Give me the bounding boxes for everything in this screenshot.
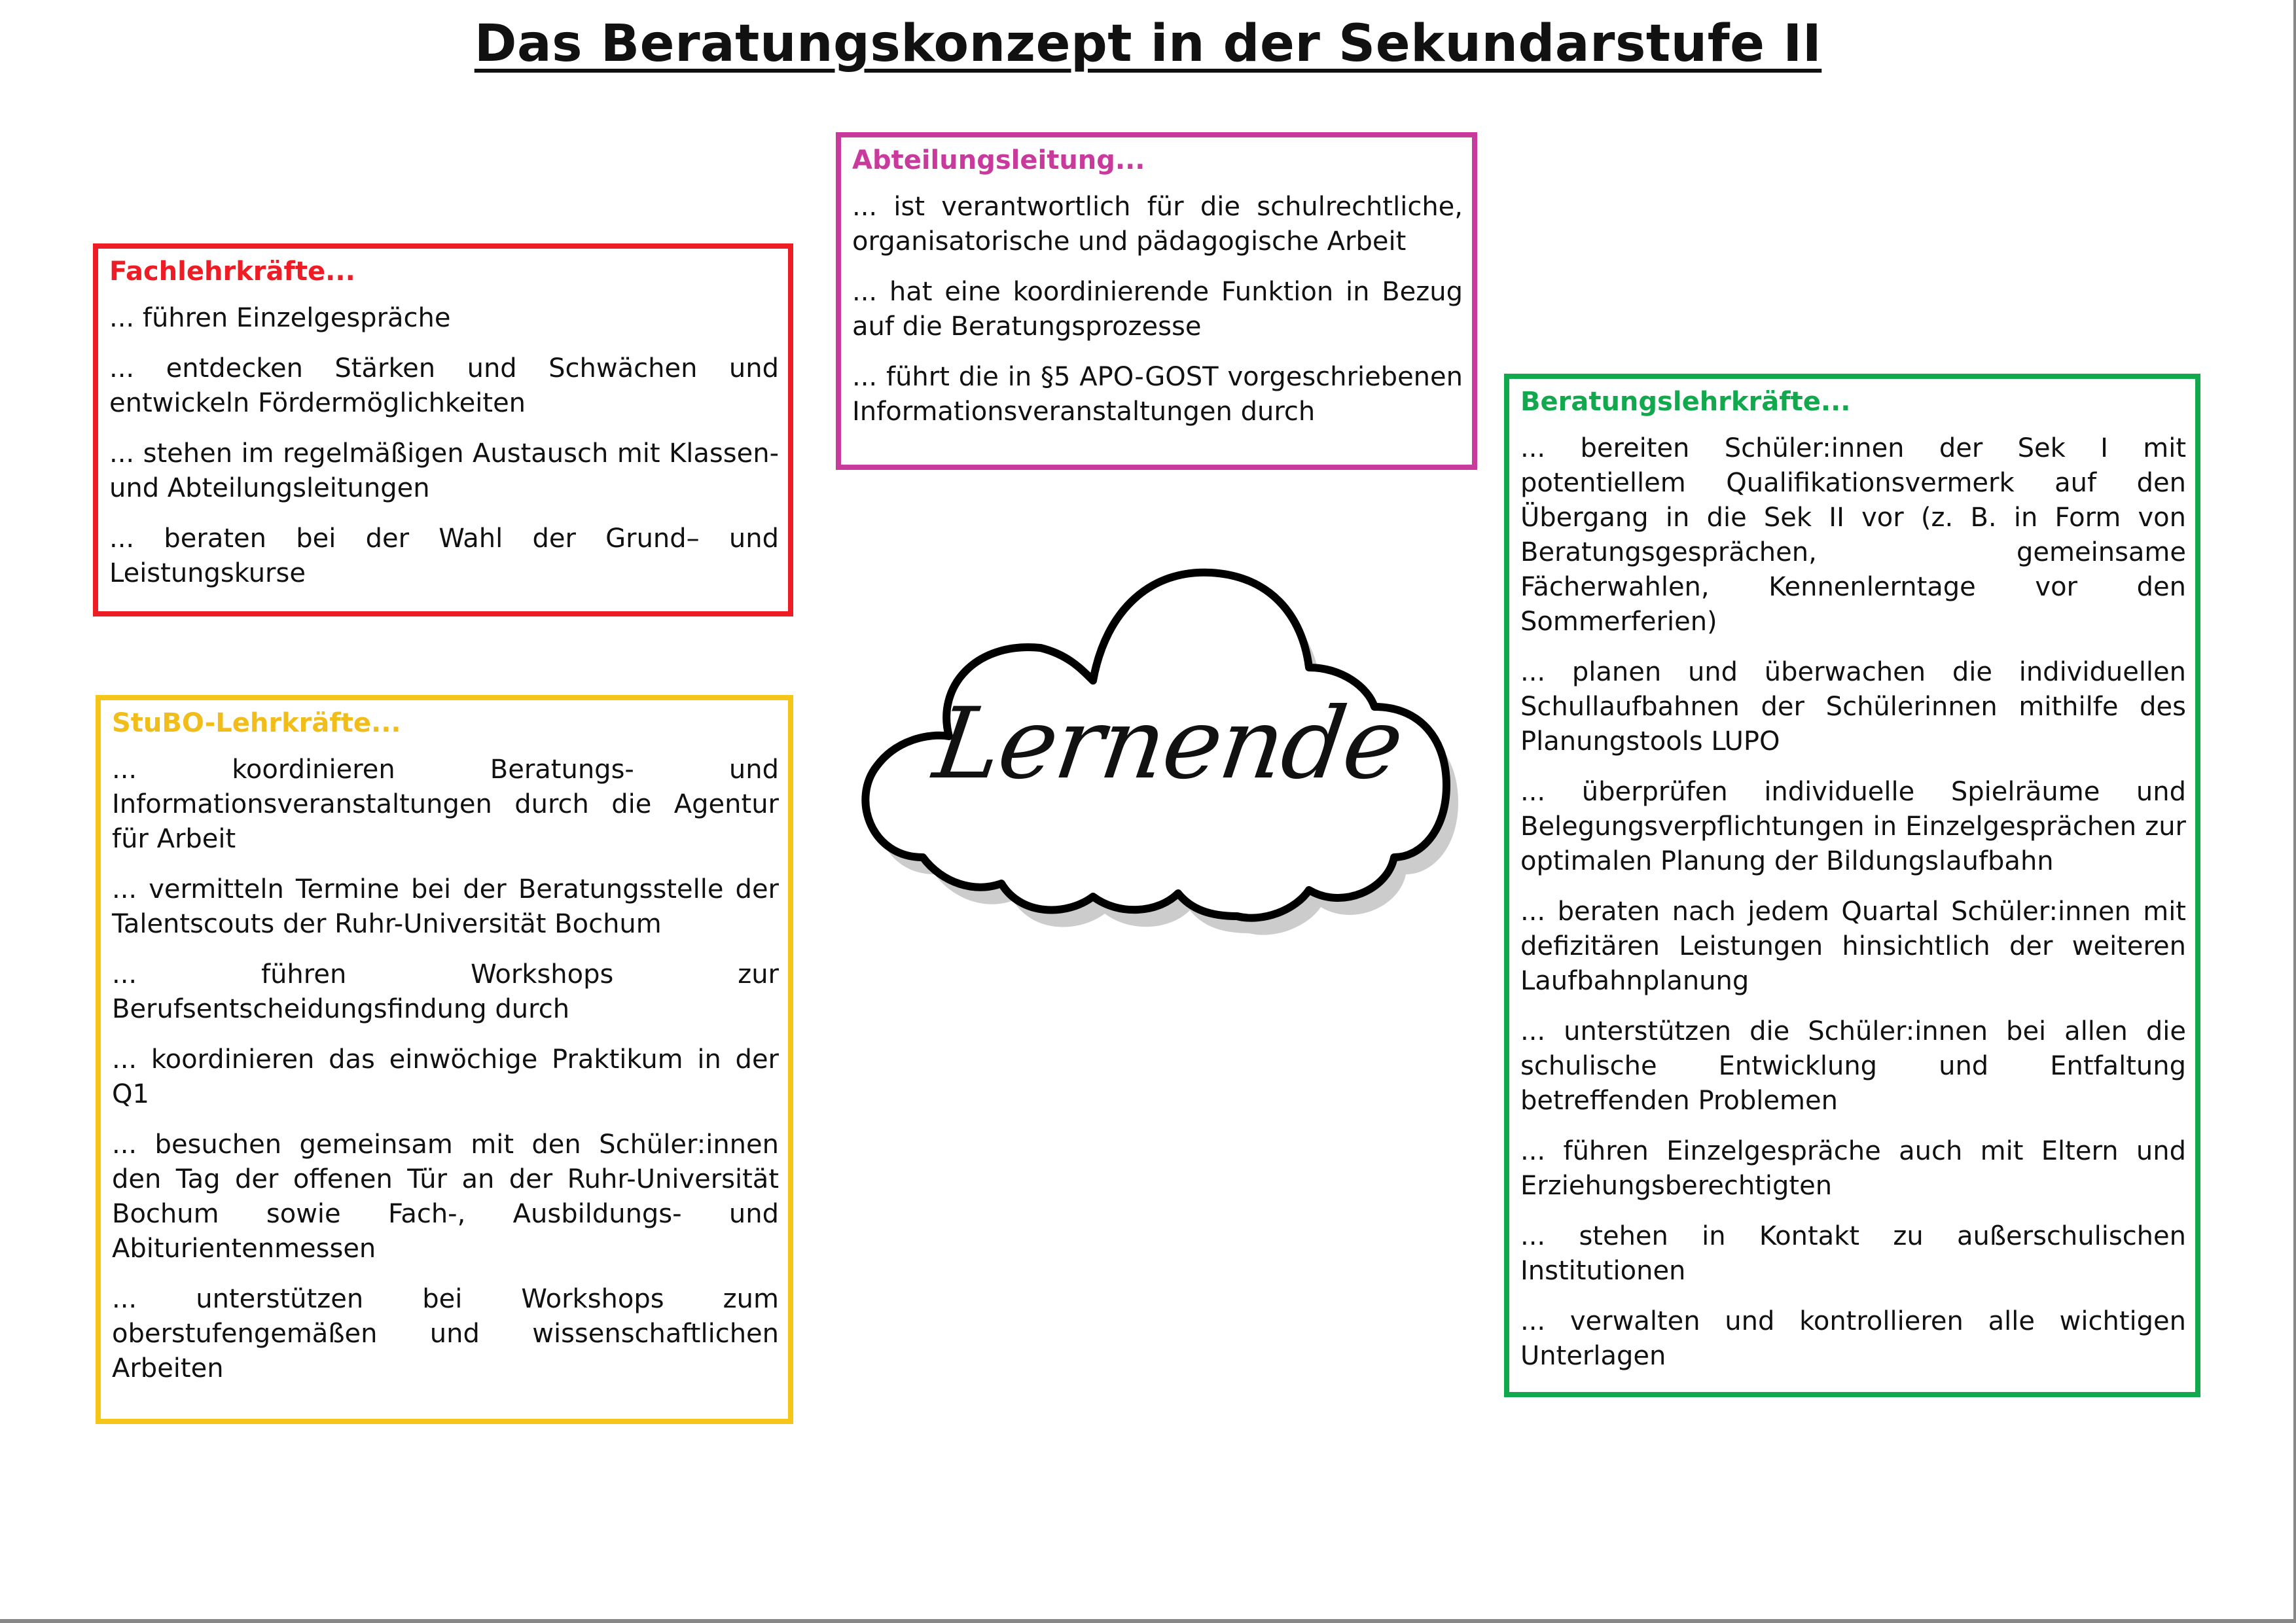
cloud-label: Lernende: [927, 687, 1409, 801]
list-item: ... entdecken Stärken und Schwächen und entwickeln Fördermöglichkeiten: [109, 353, 779, 418]
fachlehrkraefte-box: [93, 243, 793, 616]
stubo-box: [96, 695, 793, 1424]
beratungslehrkraefte-list: [1520, 431, 2186, 1374]
list-item: ... stehen im regelmäßigen Austausch mit Klassen- und Abteilungsleitungen: [109, 438, 779, 503]
list-item: ... führen Einzelgespräche auch mit Eltern und Erziehungsberechtigten: [1520, 1136, 2186, 1201]
beratungslehrkraefte-heading: Beratungslehrkräfte...: [1520, 387, 1851, 417]
list-item: ... koordinieren Beratungs- und Informationsveranstaltungen durch die Agentur für Arbeit: [112, 755, 779, 854]
list-item: ... planen und überwachen die individuellen Schullaufbahnen der Schülerinnen mithilfe des Planungstools LUPO: [1520, 657, 2186, 757]
stubo-heading: StuBO-Lehrkräfte...: [112, 708, 401, 738]
list-item: ... beraten bei der Wahl der Grund– und Leistungskurse: [109, 524, 779, 588]
list-item: ... unterstützen die Schüler:innen bei allen die schulische Entwicklung und Entfaltung betreffenden Problemen: [1520, 1016, 2186, 1116]
list-item: ... unterstützen bei Workshops zum oberstufengemäßen und wissenschaftlichen Arbeiten: [112, 1284, 779, 1383]
list-item: ... bereiten Schüler:innen der Sek I mit potentiellem Qualifikationsvermerk auf den Übergang in die Sek II vor (z. B. in Form von Beratungsgesprächen, gemeinsame Fächerwahlen, Kennenlerntage vor den Sommerferien): [1520, 433, 2186, 637]
list-item: ... vermitteln Termine bei der Beratungsstelle der Talentscouts der Ruhr-Universität Bochum: [112, 874, 779, 939]
fachlehrkraefte-heading: Fachlehrkräfte...: [109, 257, 355, 287]
abteilungsleitung-heading: Abteilungsleitung...: [852, 145, 1145, 175]
list-item: ... besuchen gemeinsam mit den Schüler:innen den Tag der offenen Tür an der Ruhr-Universität Bochum sowie Fach-, Ausbildungs- und Abiturientenmessen: [112, 1130, 779, 1264]
list-item: ... ist verantwortlich für die schulrechtliche, organisatorische und pädagogische Arbeit: [852, 192, 1463, 257]
list-item: ... überprüfen individuelle Spielräume und Belegungsverpflichtungen in Einzelgesprächen zur optimalen Planung der Bildungslaufbahn: [1520, 777, 2186, 876]
stubo-list: [112, 753, 779, 1386]
abteilungsleitung-list: [852, 190, 1463, 429]
page-title: Das Beratungskonzept in der Sekundarstufe II: [474, 14, 1822, 73]
abteilungsleitung-box: [836, 132, 1477, 470]
list-item: ... beraten nach jedem Quartal Schüler:innen mit defizitären Leistungen hinsichtlich der weiteren Laufbahnplanung: [1520, 897, 2186, 996]
list-item: ... hat eine koordinierende Funktion in Bezug auf die Beratungsprozesse: [852, 277, 1463, 342]
list-item: ... koordinieren das einwöchige Praktikum in der Q1: [112, 1044, 779, 1109]
list-item: ... stehen in Kontakt zu außerschulischen Institutionen: [1520, 1221, 2186, 1286]
list-item: ... verwalten und kontrollieren alle wichtigen Unterlagen: [1520, 1306, 2186, 1371]
list-item: ... führen Einzelgespräche: [109, 303, 451, 333]
fachlehrkraefte-list: [109, 301, 779, 591]
list-item: ... führt die in §5 APO-GOST vorgeschriebenen Informationsveranstaltungen durch: [852, 362, 1463, 427]
list-item: ... führen Workshops zur Berufsentscheidungsfindung durch: [112, 959, 779, 1024]
beratungslehrkraefte-box: [1504, 374, 2200, 1397]
